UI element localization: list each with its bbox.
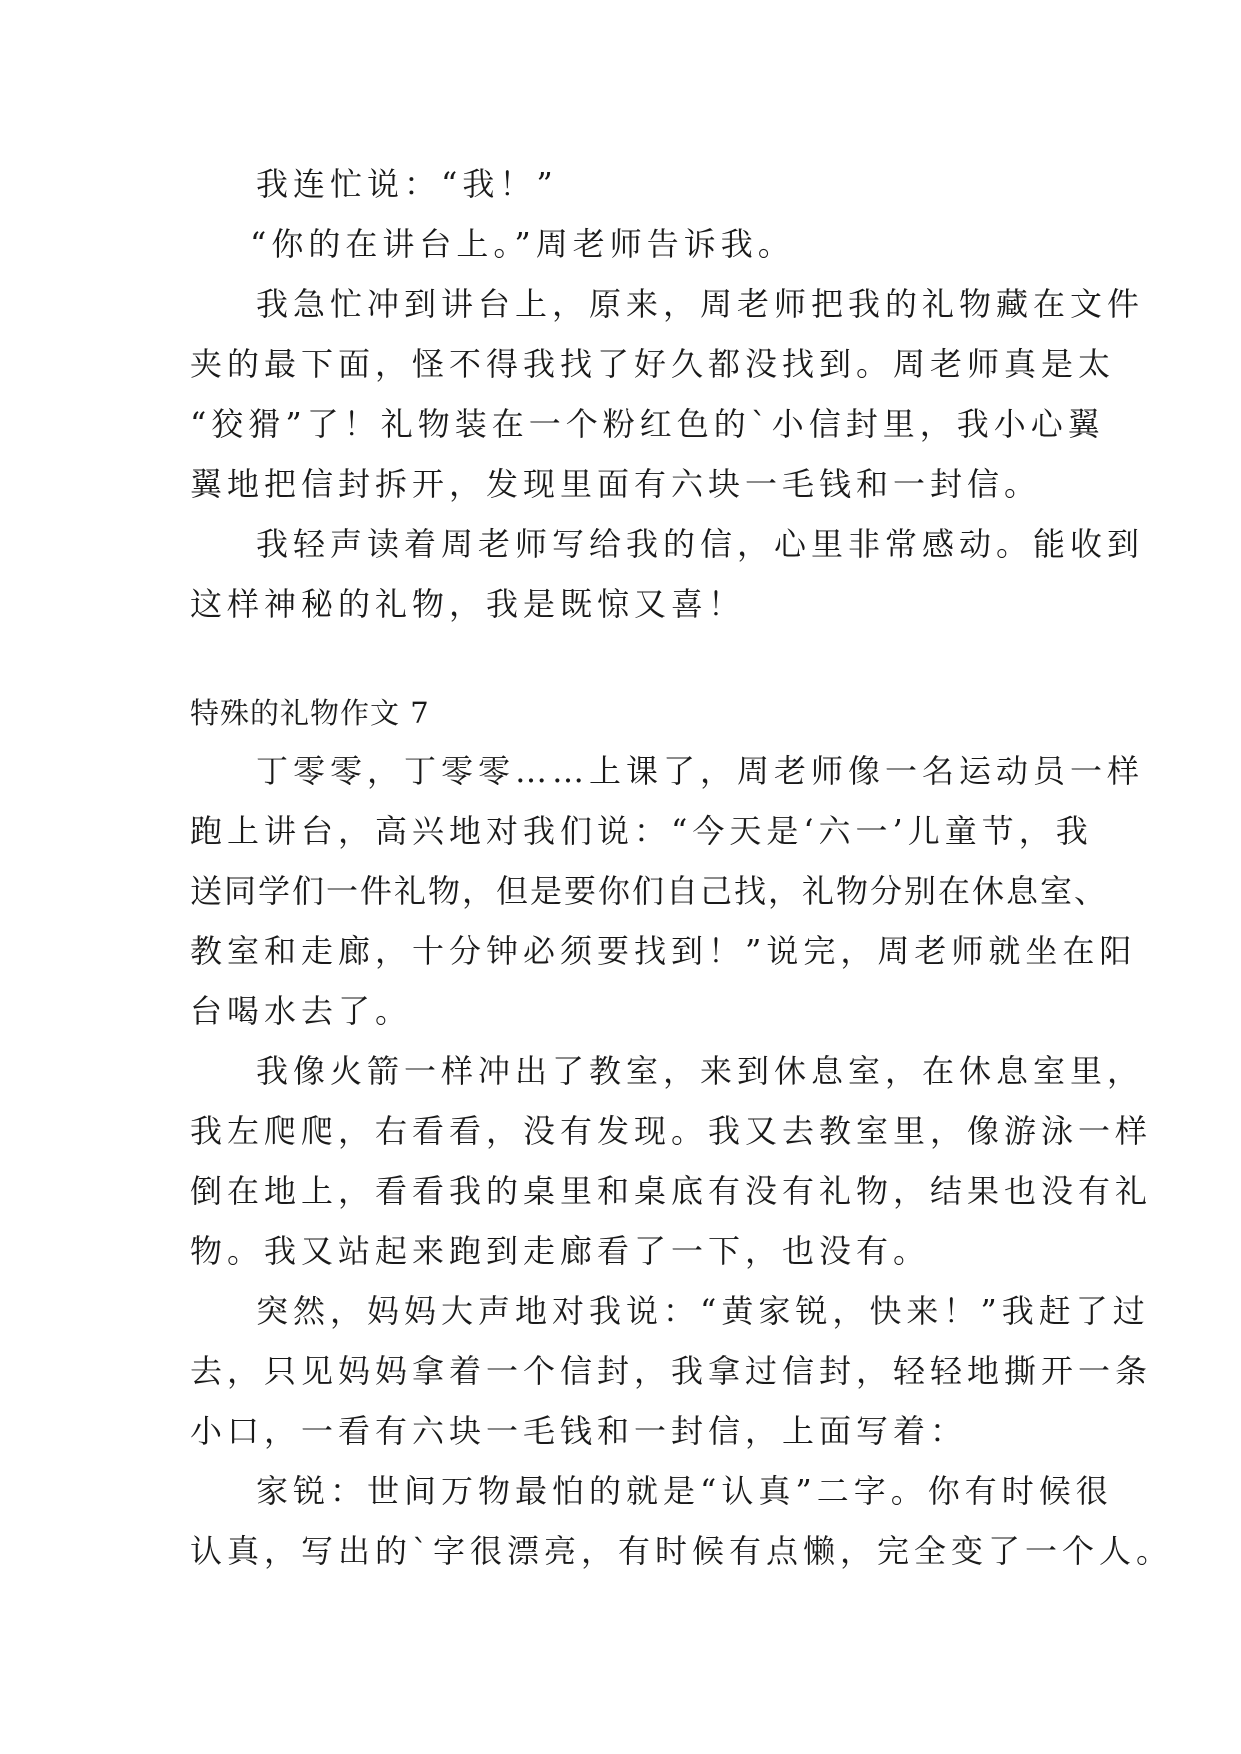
paragraph-line: 夹的最下面，怪不得我找了好久都没找到。周老师真是太 (190, 345, 1116, 383)
paragraph-line: 倒在地上，看看我的桌里和桌底有没有礼物，结果也没有礼 (190, 1172, 1153, 1210)
paragraph-line: 我左爬爬，右看看，没有发现。我又去教室里，像游泳一样 (190, 1112, 1153, 1150)
paragraph-line: 我急忙冲到讲台上，原来，周老师把我的礼物藏在文件 (256, 285, 1145, 323)
paragraph-line: 台喝水去了。 (190, 992, 413, 1030)
paragraph-line: 这样神秘的礼物，我是既惊又喜！ (190, 585, 746, 623)
paragraph-line: 物。我又站起来跑到走廊看了一下，也没有。 (190, 1232, 931, 1270)
paragraph-line: 认真，写出的`字很漂亮，有时候有点懒，完全变了一个人。 (190, 1532, 1174, 1570)
paragraph-line: 我轻声读着周老师写给我的信，心里非常感动。能收到 (256, 525, 1145, 563)
paragraph-line: “狡猾”了！礼物装在一个粉红色的`小信封里，我小心翼 (190, 405, 1105, 443)
paragraph-line: 送同学们一件礼物，但是要你们自己找，礼物分别在休息室、 (190, 872, 1109, 910)
paragraph-line: 跑上讲台，高兴地对我们说：“今天是‘六一’儿童节，我 (190, 812, 1093, 850)
paragraph-line: 翼地把信封拆开，发现里面有六块一毛钱和一封信。 (190, 465, 1042, 503)
paragraph-line: “你的在讲台上。”周老师告诉我。 (250, 225, 795, 263)
paragraph-line: 突然，妈妈大声地对我说：“黄家锐，快来！”我赶了过 (256, 1292, 1150, 1330)
paragraph-line: 家锐：世间万物最怕的就是“认真”二字。你有时候很 (256, 1472, 1113, 1510)
paragraph-line: 丁零零，丁零零……上课了，周老师像一名运动员一样 (256, 752, 1145, 790)
paragraph-line: 小口，一看有六块一毛钱和一封信，上面写着： (190, 1412, 968, 1450)
paragraph-line: 教室和走廊，十分钟必须要找到！”说完，周老师就坐在阳 (190, 932, 1137, 970)
paragraph-line: 去，只见妈妈拿着一个信封，我拿过信封，轻轻地撕开一条 (190, 1352, 1153, 1390)
section-title: 特殊的礼物作文 7 (190, 696, 430, 730)
paragraph-line: 我连忙说：“我！” (256, 165, 558, 203)
paragraph-line: 我像火箭一样冲出了教室，来到休息室，在休息室里， (256, 1052, 1145, 1090)
